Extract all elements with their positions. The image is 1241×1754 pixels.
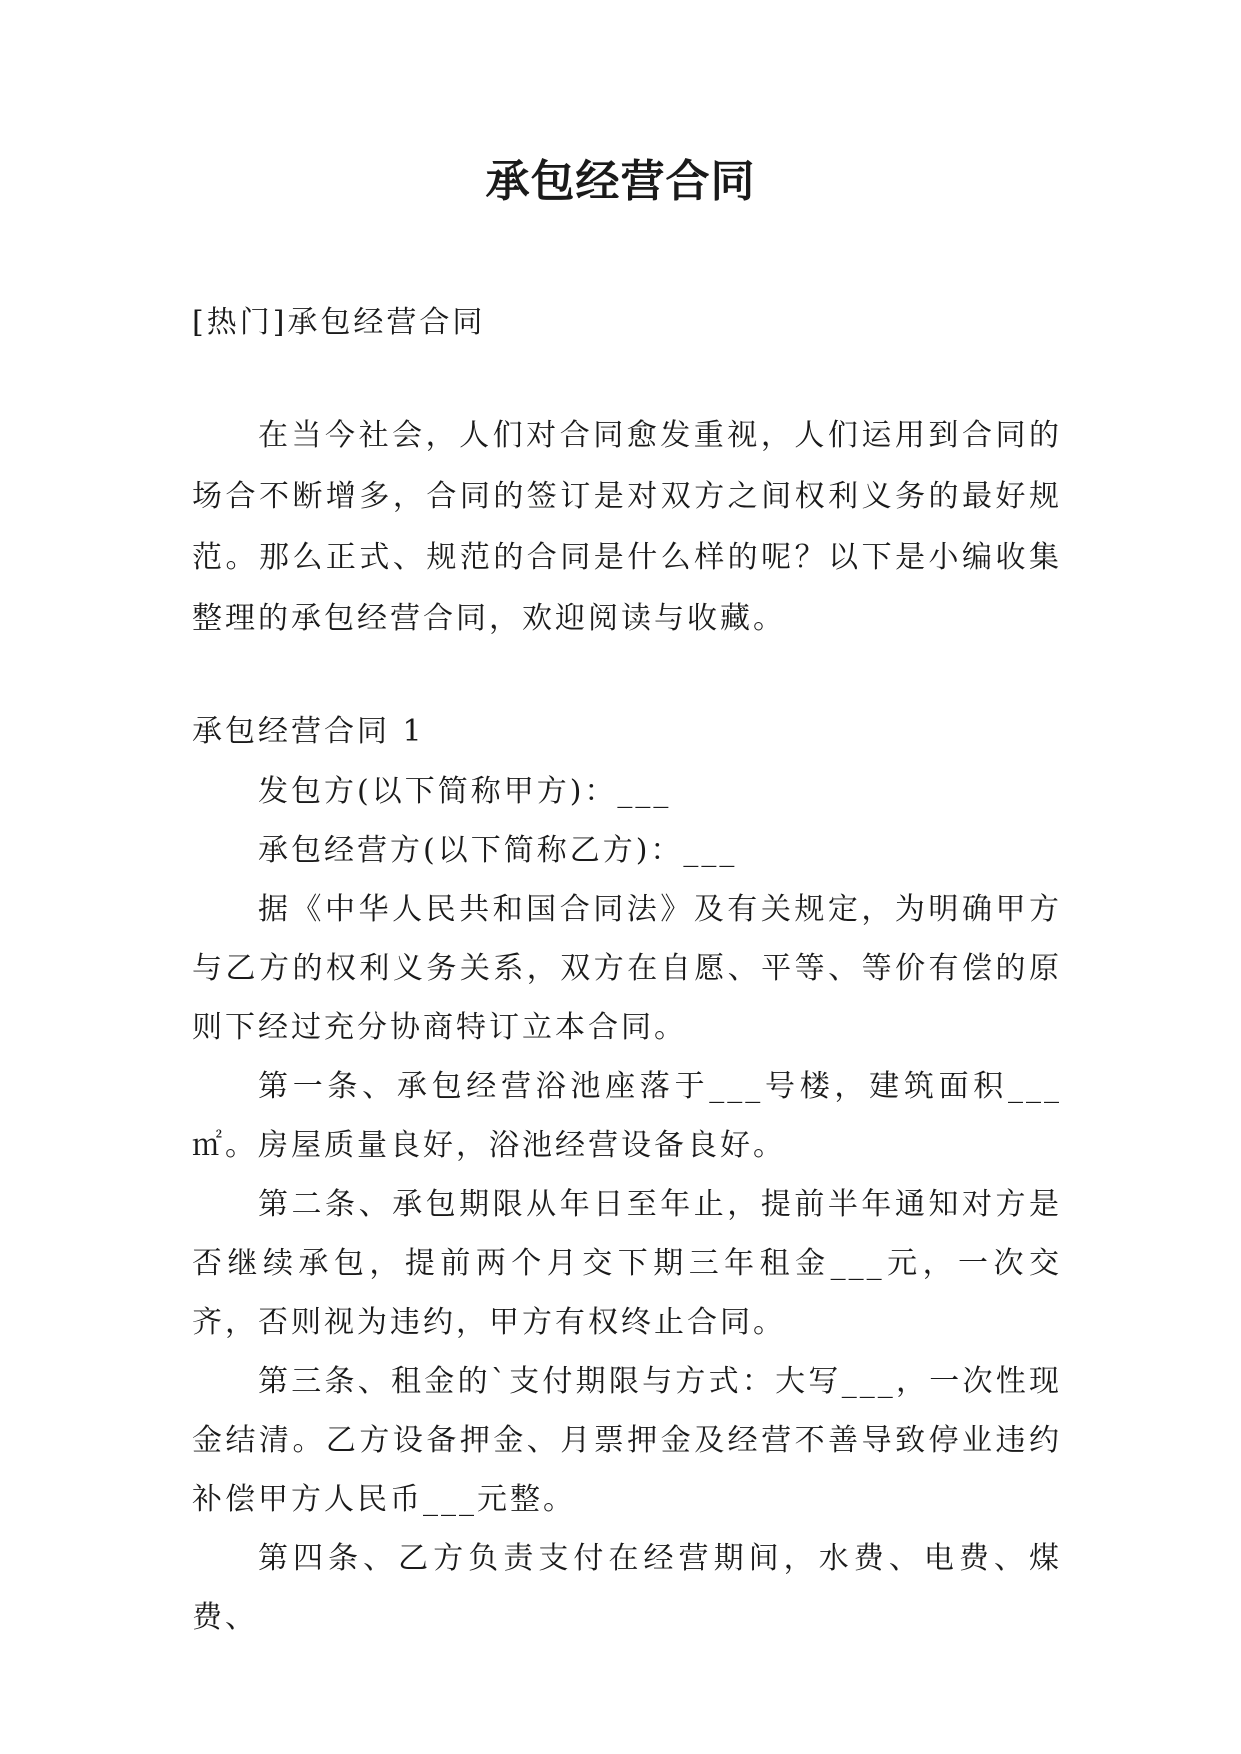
- section-heading: 承包经营合同 1: [192, 714, 425, 749]
- intro-paragraph: 在当今社会，人们对合同愈发重视，人们运用到合同的场合不断增多，合同的签订是对双方之间权利义务的最好规范。那么正式、规范的合同是什么样的呢？以下是小编收集整理的承包经营合同，欢迎阅读与收藏。: [192, 418, 1062, 636]
- document-body: [192, 292, 1062, 1647]
- article-1-paragraph: 第一条、承包经营浴池座落于___号楼，建筑面积___㎡。房屋质量良好，浴池经营设备良好。: [192, 1069, 1062, 1163]
- party-a-line: 发包方(以下简称甲方)：___: [258, 774, 672, 809]
- document-title: 承包经营合同: [485, 156, 756, 207]
- document-subtitle: [热门]承包经营合同: [192, 305, 486, 340]
- preamble-paragraph: 据《中华人民共和国合同法》及有关规定，为明确甲方与乙方的权利义务关系，双方在自愿、平等、等价有偿的原则下经过充分协商特订立本合同。: [192, 892, 1062, 1045]
- article-4-paragraph: 第四条、乙方负责支付在经营期间，水费、电费、煤费、: [192, 1541, 1062, 1635]
- article-3-paragraph: 第三条、租金的`支付期限与方式：大写___，一次性现金结清。乙方设备押金、月票押金及经营不善导致停业违约补偿甲方人民币___元整。: [192, 1364, 1062, 1517]
- article-2-paragraph: 第二条、承包期限从年日至年止，提前半年通知对方是否继续承包，提前两个月交下期三年租金___元，一次交齐，否则视为违约，甲方有权终止合同。: [192, 1187, 1062, 1340]
- party-b-line: 承包经营方(以下简称乙方)：___: [258, 833, 738, 868]
